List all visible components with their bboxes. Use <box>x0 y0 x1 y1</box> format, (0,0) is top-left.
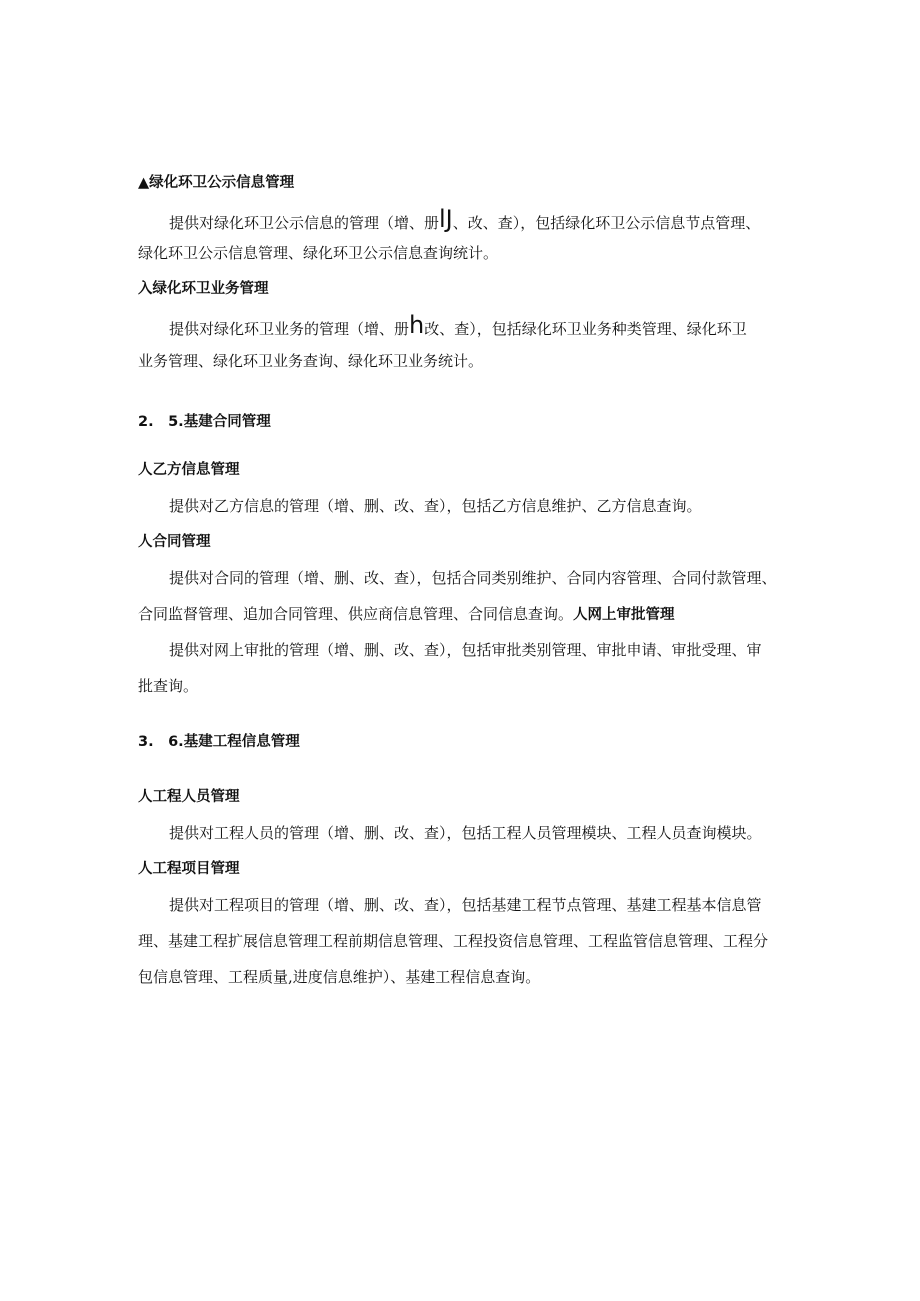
paragraph-text: 提供对绿化环卫公示信息的管理（增、册 <box>169 214 440 232</box>
paragraph-text: 、改、查），包括绿化环卫公示信息节点管理、 <box>452 214 761 232</box>
heading-greening-notice-management: ▲绿化环卫公示信息管理 <box>138 175 295 191</box>
paragraph-text: 改、查），包括绿化环卫业务种类管理、绿化环卫 <box>424 320 747 338</box>
paragraph-text: 合同监督管理、追加合同管理、供应商信息管理、合同信息查询。 <box>138 605 574 623</box>
paragraph-engineering-project-line2: 理、基建工程扩展信息管理工程前期信息管理、工程投资信息管理、工程监管信息管理、工程分 <box>138 932 769 950</box>
paragraph-engineering-staff: 提供对工程人员的管理（增、删、改、查），包括工程人员管理模块、工程人员查询模块。 <box>169 824 762 842</box>
ocr-glyph: lJ <box>439 205 453 233</box>
paragraph-party-b-info: 提供对乙方信息的管理（增、删、改、查），包括乙方信息维护、乙方信息查询。 <box>169 497 702 515</box>
ocr-glyph: h <box>409 311 425 339</box>
paragraph-contract-line2 <box>138 604 675 625</box>
paragraph-engineering-project-line3: 包信息管理、工程质量,进度信息维护）、基建工程信息查询。 <box>138 968 541 986</box>
paragraph-engineering-project-line1: 提供对工程项目的管理（增、删、改、查），包括基建工程节点管理、基建工程基本信息管 <box>169 896 762 914</box>
paragraph-contract-line1: 提供对合同的管理（增、删、改、查），包括合同类别维护、合同内容管理、合同付款管理、 <box>169 569 777 587</box>
heading-party-b-info-management: 人乙方信息管理 <box>138 462 240 478</box>
heading-online-approval-management: 人网上审批管理 <box>573 607 675 623</box>
paragraph-greening-business-line1 <box>169 311 747 339</box>
heading-engineering-project-management: 人工程项目管理 <box>138 861 240 877</box>
paragraph-greening-notice-line2: 绿化环卫公示信息管理、绿化环卫公示信息查询统计。 <box>138 244 499 262</box>
heading-greening-business-management: 入绿化环卫业务管理 <box>138 281 269 297</box>
paragraph-online-approval-line1: 提供对网上审批的管理（增、删、改、查），包括审批类别管理、审批申请、审批受理、审 <box>169 641 762 659</box>
heading-contract-management: 人合同管理 <box>138 534 211 550</box>
section-title-engineering-info-management: 3. 6.基建工程信息管理 <box>138 734 300 750</box>
paragraph-online-approval-line2: 批查询。 <box>138 677 199 695</box>
paragraph-greening-notice-line1 <box>169 205 761 233</box>
paragraph-text: 提供对绿化环卫业务的管理（增、册 <box>169 320 410 338</box>
heading-engineering-staff-management: 人工程人员管理 <box>138 789 240 805</box>
section-title-contract-management: 2. 5.基建合同管理 <box>138 414 271 430</box>
paragraph-greening-business-line2: 业务管理、绿化环卫业务查询、绿化环卫业务统计。 <box>138 352 484 370</box>
